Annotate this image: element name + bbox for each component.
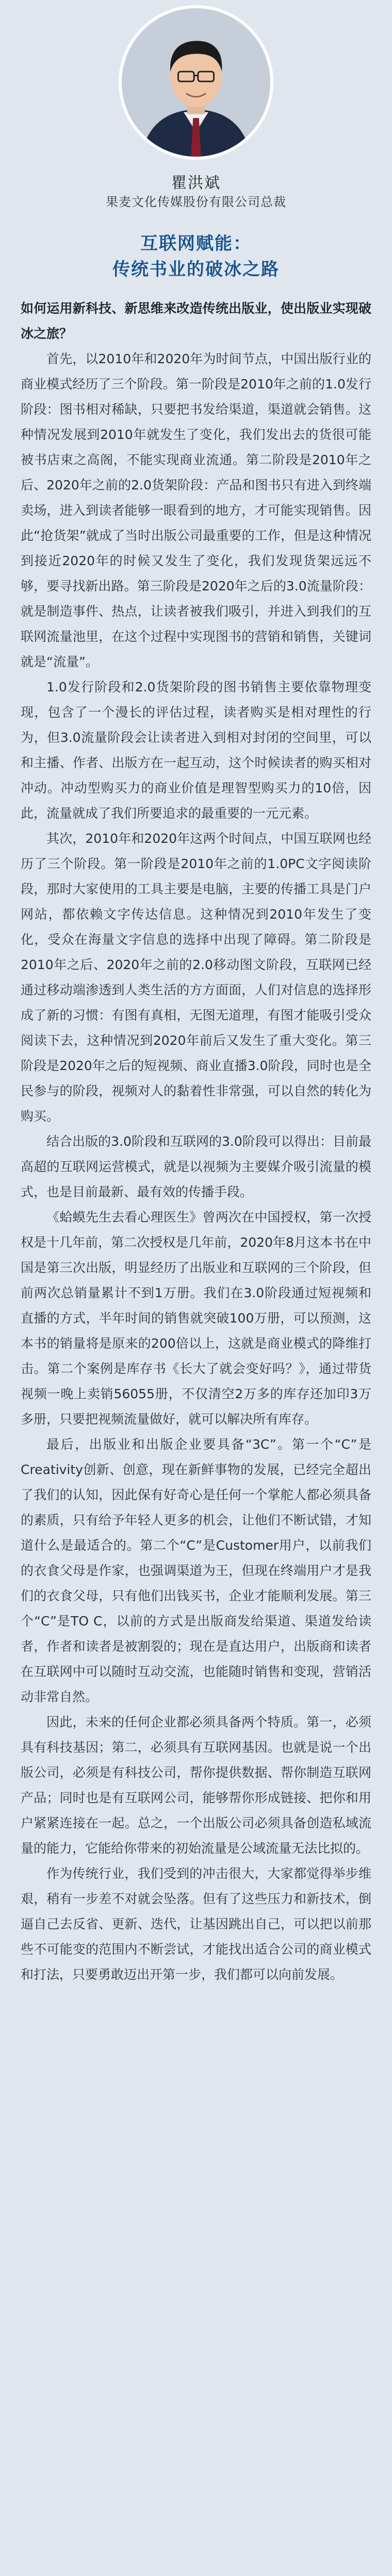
article-body: [0, 282, 392, 1987]
paragraph: 作为传统行业，我们受到的冲击很大，大家都觉得举步维艰，稍有一步差不对就会坠落。但有了这些压力和新技术，倒逼自己去反省、更新、迭代，让基因跳出自己，可以把以前那些不可能变的范围内不断尝试，才能找出适合公司的商业模式和打法，只要勇敢迈出开第一步，我们都可以向前发展。: [21, 1866, 371, 1982]
headline-line-2: 传统书业的破冰之路: [112, 259, 280, 280]
paragraph: 其次，2010年和2020年这两个时间点，中国互联网也经历了三个阶段。第一阶段是2010年之前的1.0PC文字阅读阶段，那时大家使用的工具主要是电脑，主要的传播工具是门户网站，都依赖文字传达信息。这种情况到2010年发生了变化，受众在海量文字信息的选择中出现了障碍。第二阶段是2010年之后、2020年之前的2.0移动图文阶段，互联网已经通过移动端渗透到人类生活的方方面面，人们对信息的选择形成了新的习惯：有图有真相，无图无道理，有图才能吸引受众阅读下去，这种情况到2020年前后又发生了重大变化。第三阶段是2020年之后的短视频、商业直播3.0阶段，同时也是全民参与的阶段，视频对人的黏着性非常强，可以自然的转化为购买。: [21, 831, 371, 1124]
author-title: 果麦文化传媒股份有限公司总裁: [106, 195, 286, 209]
author-avatar: [119, 5, 273, 160]
paragraph: 首先，以2010年和2020年为时间节点，中国出版行业的商业模式经历了三个阶段。第一阶段是2010年之前的1.0发行阶段：图书相对稀缺，只要把书发给渠道，渠道就会销售。这种情况发展到2010年就发生了变化，我们发出去的货很可能被书店束之高阁，不能实现商业流通。第二阶段是2010年之后、2020年之前的2.0货架阶段：产品和图书只有进入到终端卖场，进入到读者能够一眼看到的地方，才可能实现销售。因此“抢货架”就成了当时出版公司最重要的工作，但是这种情况到接近2020年的时候又发生了变化，我们发现货架远远不够，要寻找新出路。第三阶段是2020年之后的3.0流量阶段：就是制造事件、热点，让读者被我们吸引，并进入到我们的互联网流量池里，在这个过程中实现图书的营销和销售，关键词就是“流量”。: [21, 351, 371, 669]
article-headline: [0, 231, 392, 282]
paragraph: 因此，未来的任何企业都必须具备两个特质。第一，必须具有科技基因；第二，必须具有互联网基因。也就是说一个出版公司，必须是有科技公司，帮你提供数据、帮你制造互联网产品；同时也是有互联网公司，能够帮你形成链接、把你和用户紧紧连接在一起。总之，一个出版公司必须具备创造私域流量的能力，它能给你带来的初始流量是公域流量无法比拟的。: [21, 1715, 371, 1856]
author-header: [0, 0, 392, 216]
author-name: 瞿洪斌: [171, 174, 221, 192]
paragraph: 《蛤蟆先生去看心理医生》曾两次在中国授权，第一次授权是十几年前，第二次授权是几年前，2020年8月这本书在中国是第三次出版，明显经历了出版业和互联网的三个阶段，但前两次总销量累计不到1万册。我们在3.0阶段通过短视频和直播的方式，半年时间的销售就突破100万册，可以预测，这本书的销量将是原来的200倍以上，这就是商业模式的降维打击。第二个案例是库存书《长大了就会变好吗？》，通过带货视频一晚上卖销56055册，不仅清空2万多的库存还加印3万多册，只要把视频流量做好，就可以解决所有库存。: [21, 1210, 371, 1427]
headline-line-1: 互联网赋能：: [140, 233, 252, 254]
author-portrait-icon: [122, 8, 270, 157]
paragraph: 结合出版的3.0阶段和互联网的3.0阶段可以得出：目前最高超的互联网运营模式，就是以视频为主要媒介吸引流量的模式，也是目前最新、最有效的传播手段。: [21, 1134, 371, 1199]
paragraph-lead: 如何运用新科技、新思维来改造传统出版业，使出版业实现破冰之旅？: [21, 301, 371, 341]
paragraph: 1.0发行阶段和2.0货架阶段的图书销售主要依靠物理变现，包含了一个漫长的评估过程，读者购买是相对理性的行为，但3.0流量阶段会让读者进入到相对封闭的空间里，可以和主播、作者、出版方在一起互动，这个时候读者的购买相对冲动。冲动型购买力的商业价值是理智型购买力的10倍，因此，流量就成了我们所要追求的最重要的一元元素。: [21, 680, 371, 821]
paragraph: 最后，出版业和出版企业要具备“3C”。第一个“C”是Creativity创新、创意，现在新鲜事物的发展，已经完全超出了我们的认知，因此保有好奇心是任何一个掌舵人都必须具备的素质，只有给予年轻人更多的机会，让他们不断试错，才知道什么是最适合的。第二个“C”是Customer用户，以前我们的衣食父母是作家，也强调渠道为王，但现在终端用户才是我们的衣食父母，只有他们出钱买书，企业才能顺利发展。第三个“C”是TO C，以前的方式是出版商发给渠道、渠道发给读者，作者和读者是被割裂的；现在是直达用户，出版商和读者在互联网中可以随时互动交流，也能随时销售和变现，营销活动非常自然。: [21, 1437, 371, 1704]
